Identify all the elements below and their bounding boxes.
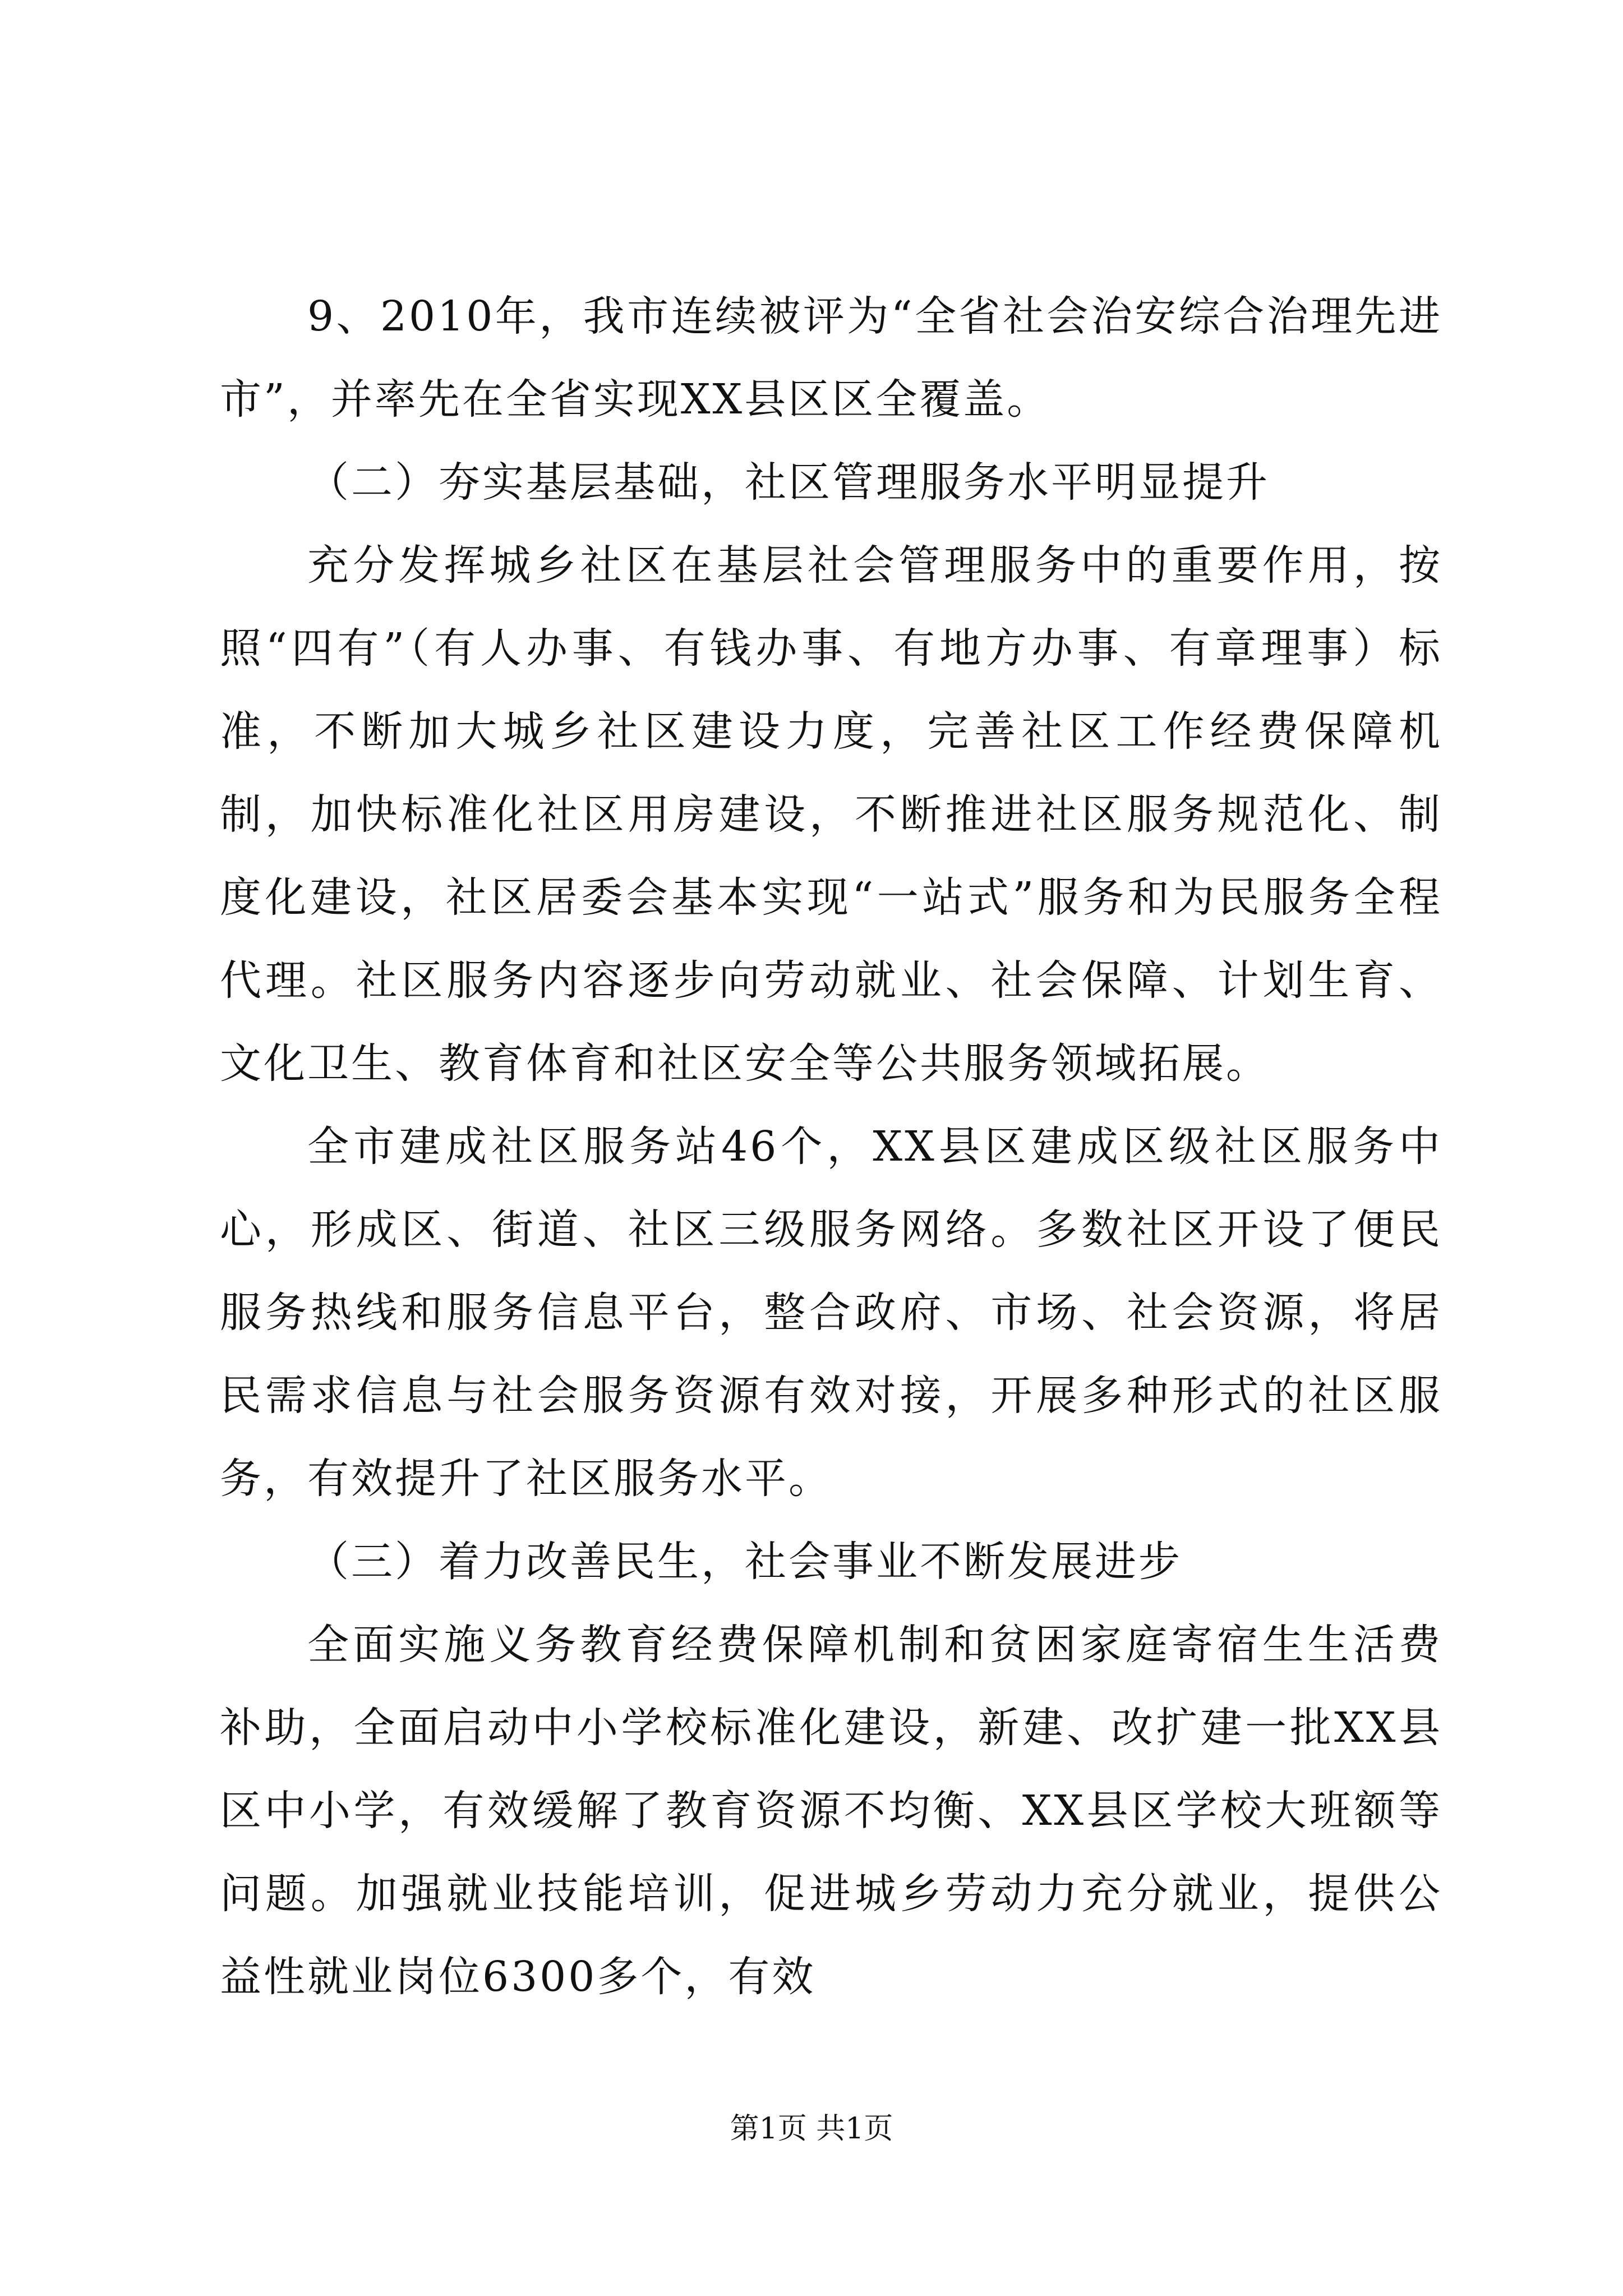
document-body [220,275,1442,2018]
paragraph-2: 充分发挥城乡社区在基层社会管理服务中的重要作用，按照“四有”（有人办事、有钱办事、有地方办事、有章理事）标准，不断加大城乡社区建设力度，完善社区工作经费保障机制，加快标准化社区用房建设，不断推进社区服务规范化、制度化建设，社区居委会基本实现“一站式”服务和为民服务全程代理。社区服务内容逐步向劳动就业、社会保障、计划生育、文化卫生、教育体育和社区安全等公共服务领域拓展。 [220,541,1442,1088]
page-footer: 第1页 共1页 [730,2112,893,2146]
section-heading-2: （二）夯实基层基础，社区管理服务水平明显提升 [307,458,1270,507]
paragraph-1: 9、2010年，我市连续被评为“全省社会治安综合治理先进市”，并率先在全省实现XX县区区全覆盖。 [220,292,1442,424]
section-heading-3: （三）着力改善民生，社会事业不断发展进步 [307,1538,1182,1586]
paragraph-4: 全面实施义务教育经费保障机制和贫困家庭寄宿生生活费补助，全面启动中小学校标准化建设，新建、改扩建一批XX县区中小学，有效缓解了教育资源不均衡、XX县区学校大班额等问题。加强就业技能培训，促进城乡劳动力充分就业，提供公益性就业岗位6300多个，有效 [220,1621,1442,2001]
paragraph-3: 全市建成社区服务站46个，XX县区建成区级社区服务中心，形成区、街道、社区三级服务网络。多数社区开设了便民服务热线和服务信息平台，整合政府、市场、社会资源，将居民需求信息与社会服务资源有效对接，开展多种形式的社区服务，有效提升了社区服务水平。 [220,1122,1442,1503]
